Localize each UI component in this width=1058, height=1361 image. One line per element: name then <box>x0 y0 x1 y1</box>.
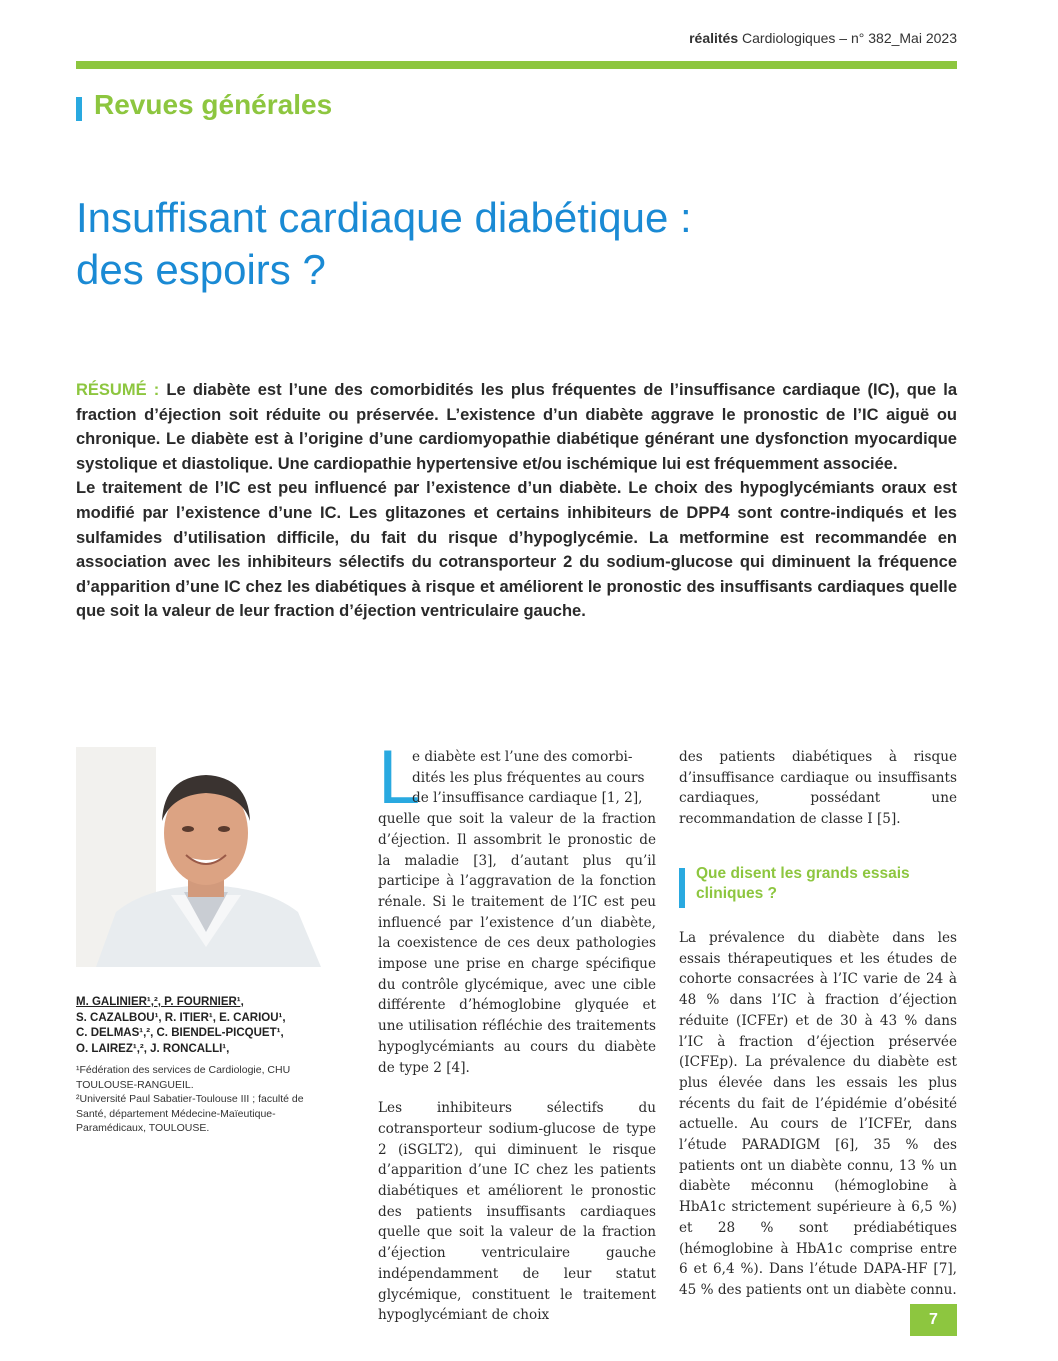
author-list <box>76 995 336 1057</box>
author-photo <box>76 747 334 967</box>
author-portrait-image <box>76 747 334 967</box>
body-paragraph: des patients diabétiques à risque d’insuffisance cardiaque ou insuffisants cardiaques, possédant une recommandation de classe I [5]. <box>679 749 957 828</box>
journal-header <box>689 30 957 46</box>
subheading-marker <box>679 868 685 908</box>
journal-issue: Cardiologiques – n° 382_Mai 2023 <box>742 30 957 46</box>
author-line: S. CAZALBOU¹, R. ITIER¹, E. CARIOU¹, <box>76 1011 286 1024</box>
abstract-para1-text: Le diabète est l’une des comorbidités les plus fréquentes de l’insuffisance cardiaque (IC), que la fraction d’éjection soit réduite ou préservée. L’existence d’un diabète aggrave le pronostic de l’IC aiguë ou chronique. Le diabète est à l’origine d’une cardiomyopathie diabétique générant une dysfonction myocardique systolique et diastolique. Une cardiopathie hypertensive et/ou ischémique lui est fréquemment associée. <box>76 381 957 473</box>
body-column-3 <box>679 747 957 830</box>
body-column-3-continued <box>679 928 957 1301</box>
author-line: O. LAIREZ¹,², J. RONCALLI¹, <box>76 1042 230 1055</box>
article-title <box>76 192 936 296</box>
journal-brand: réalités <box>689 30 739 46</box>
body-line: e diabète est l’une des comorbi- <box>412 749 633 765</box>
body-line: de l’insuffisance cardiaque [1, 2], <box>412 790 643 807</box>
subheading: Que disent les grands essais cliniques ? <box>696 865 910 902</box>
article-title-line1: Insuffisant cardiaque diabétique : <box>76 194 692 241</box>
body-paragraph: Les inhibiteurs sélectifs du cotransporteur sodium-glucose de type 2 (iSGLT2), qui diminuent le risque d’apparition d’une IC chez les patients diabétiques et améliorent le pronostic des patients insuffisants cardiaques quelle que soit la valeur de la fraction d’éjection ventriculaire gauche indépendamment de leur statut glycémique, constituent le traitement hypoglycémiant de choix <box>378 1100 656 1324</box>
header-rule <box>76 61 957 69</box>
affiliations <box>76 1063 336 1136</box>
body-paragraph: quelle que soit la valeur de la fraction d’éjection. Il assombrit le pronostic de la maladie [3], d’autant plus qu’il participe à l’aggravation de la fonction rénale. Si le traitement de l’IC est peu influencé par l’existence d’un diabète, la coexistence de ces deux pathologies impose une prise en charge spécifique du contrôle glycémique, avec une cible différente d’hémoglobine glyquée et une utilisation réfléchie des traitements hypoglycémiants au cours du diabète de type 2 [4]. <box>378 811 656 1076</box>
body-line: dités les plus fréquentes au cours <box>412 769 645 786</box>
body-column-2 <box>378 735 656 1326</box>
author-line: C. DELMAS¹,², C. BIENDEL-PICQUET¹, <box>76 1027 284 1039</box>
drop-cap: L <box>378 735 421 820</box>
abstract-para1 <box>76 378 957 476</box>
abstract-label: RÉSUMÉ : <box>76 381 160 399</box>
section-marker <box>76 97 82 121</box>
page-number: 7 <box>929 1311 938 1328</box>
article-title-line2: des espoirs ? <box>76 246 326 293</box>
body-paragraph: La prévalence du diabète dans les essais thérapeutiques et les études de cohorte consacrées à l’IC varie de 24 à 48 % dans l’IC à fraction d’éjection réduite (ICFEr) et de 30 à 43 % dans l’IC à fraction d’éjection préservée (ICFEp). La prévalence du diabète est plus élevée dans les essais les plus récents du fait de l’épidémie d’obésité actuelle. Au cours de l’ICFEr, dans l’étude PARADIGM [6], 35 % des patients ont un diabète connu, 13 % un diabète méconnu (hémoglobine à HbA1c strictement supérieure à 6,5 %) et 28 % sont prédiabétiques (hémoglobine à HbA1c comprise entre 6 et 6,4 %). Dans l’étude DAPA-HF [7], 45 % des patients ont un diabète connu. <box>679 930 957 1298</box>
author-line: M. GALINIER¹,², P. FOURNIER¹, <box>76 996 244 1008</box>
abstract <box>76 378 957 624</box>
abstract-para2: Le traitement de l’IC est peu influencé par l’existence d’un diabète. Le choix des hypoglycémiants oraux est modifié par l’existence d’une IC. Les glitazones et certains inhibiteurs de DPP4 sont contre-indiqués et les sulfamides d’utilisation difficile, du fait du risque d’hypoglycémie. La metformine est recommandée en association avec les inhibiteurs sélectifs du cotransporteur 2 du sodium-glucose qui diminuent la fréquence d’apparition d’une IC chez les diabétiques à risque et améliorent le pronostic des insuffisants cardiaques quelle que soit la valeur de leur fraction d’éjection ventriculaire gauche. <box>76 479 957 621</box>
affiliation: ¹Fédération des services de Cardiologie, CHU TOULOUSE-RANGUEIL. <box>76 1064 291 1091</box>
section-title: Revues générales <box>94 89 333 120</box>
affiliation: ²Université Paul Sabatier-Toulouse III ; faculté de Santé, département Médecine-Maïeutique-Paramédicaux, TOULOUSE. <box>76 1093 304 1134</box>
